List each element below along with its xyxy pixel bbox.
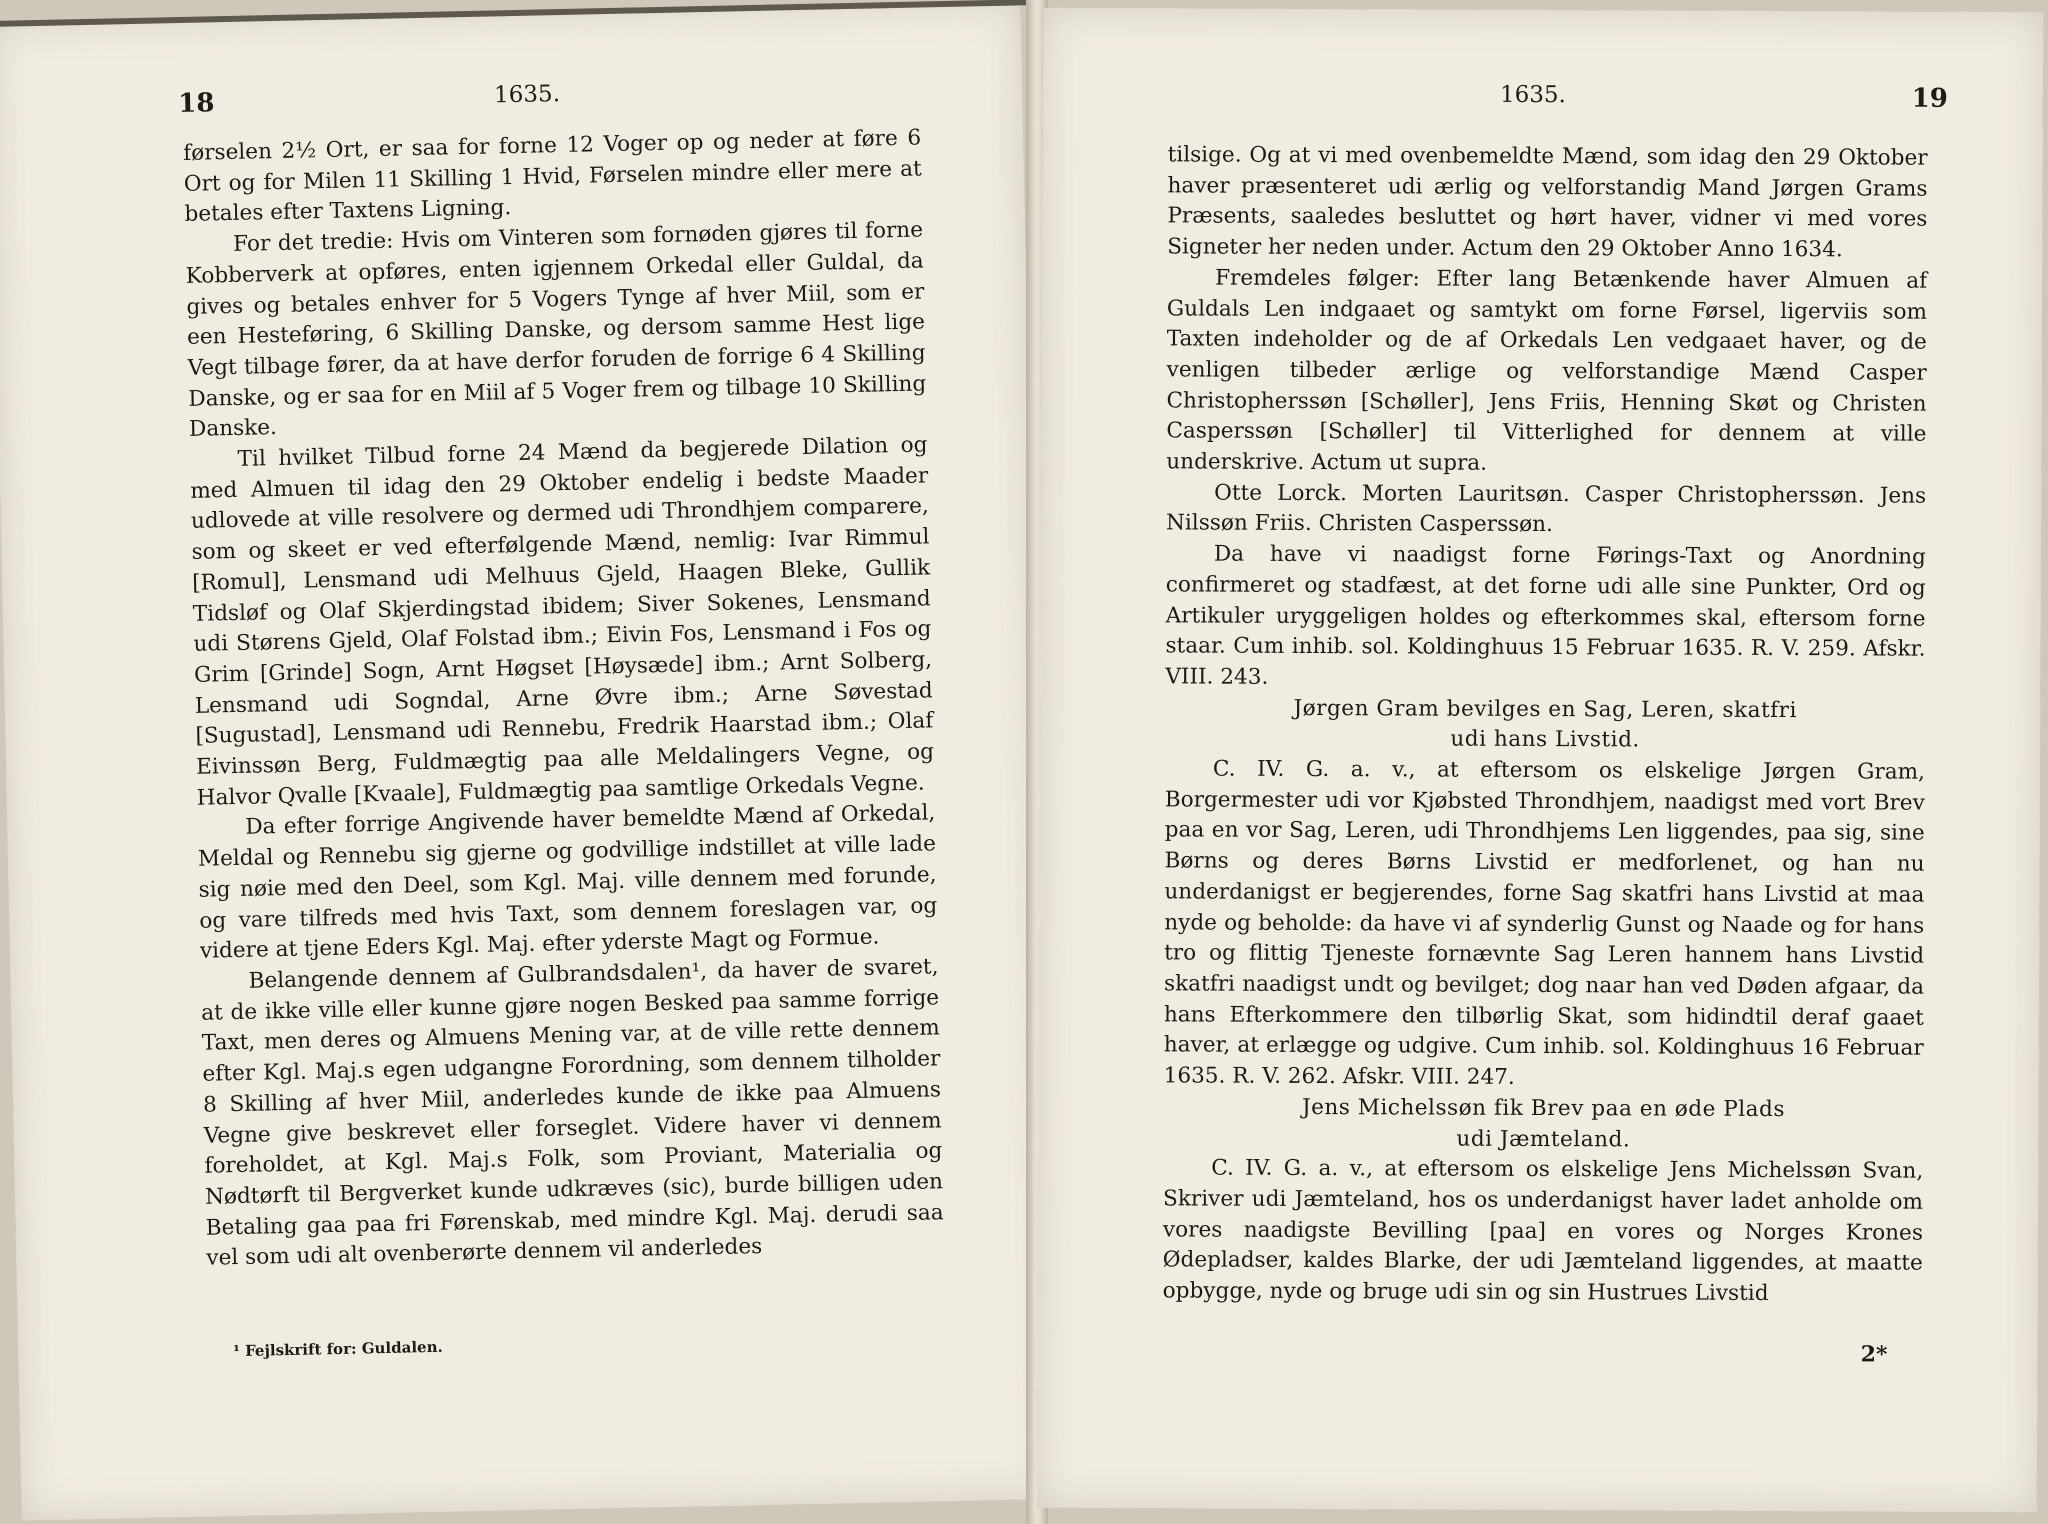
- section-heading: Jørgen Gram bevilges en Sag, Leren, skatfri: [1293, 695, 1797, 723]
- paragraph: Otte Lorck. Morten Lauritsøn. Casper Christopherssøn. Jens Nilssøn Friis. Christen Casperssøn.: [1165, 480, 1927, 538]
- paragraph: C. IV. G. a. v., at eftersom os elskelige Jens Michelssøn Svan, Skriver udi Jæmteland, hos os underdanigst haver ladet anholde om vores naadigste Bevilling [paa] en vores og Norges Krones Ødepladser, kaldes Blarke, der udi Jæmteland liggendes, at maatte opbygge, nyde og bruge udi sin og sin Hustrues Livstid: [1162, 1155, 1924, 1307]
- page-number: 18: [177, 88, 215, 120]
- right-page-header: [1043, 80, 2043, 124]
- page-number: 19: [1911, 83, 1948, 114]
- paragraph: tilsige. Og at vi med ovenbemeldte Mænd, som idag den 29 Oktober haver præsenteret udi ærlig og velforstandig Mand Jørgen Grams Præsents, saaledes besluttet og hørt haver, vidner vi med vores Signeter her neden under. Actum den 29 Oktober Anno 1634.: [1167, 142, 1928, 263]
- page-edge: [0, 0, 1026, 27]
- paragraph: For det tredie: Hvis om Vinteren som fornøden gjøres til forne Kobberverk at opføres, enten igjennem Orkedal eller Guldal, da gives og betales enhver for 5 Vogers Tynge af hver Miil, som er een Hesteføring, 6 Skilling Danske, og dersom samme Hest lige Vegt tilbage fører, da at have derfor foruden de forrige 6 4 Skilling Danske, og er saa for en Miil af 5 Voger frem og tilbage 10 Skilling Danske.: [185, 217, 927, 443]
- paragraph: Til hvilket Tilbud forne 24 Mænd da begjerede Dilation og med Almuen til idag den 29 Oktober endelig i bedste Maader udlovede at ville resolvere og dermed udi Throndhjem comparere, som og skeet er ved efterfølgende Mænd, nemlig: Ivar Rimmul [Romul], Lensmand udi Melhuus Gjeld, Haagen Bleke, Gullik Tidsløf og Olaf Skjerdingstad ibidem; Siver Sokenes, Lensmand udi Størens Gjeld, Olaf Folstad ibm.; Eivin Fos, Lensmand i Fos og Grim [Grinde] Sogn, Arnt Høgset [Høysæde] ibm.; Arnt Solberg, Lensmand udi Sogndal, Arne Øvre ibm.; Arne Søvestad [Sugustad], Lensmand udi Rennebu, Fredrik Haarstad ibm.; Olaf Eivinssøn Berg, Fuldmægtig paa alle Meldalingers Vegne, og Halvor Qvalle [Kvaale], Fuldmægtig paa samtlige Orkedals Vegne.: [190, 432, 935, 811]
- running-head: 1635.: [493, 81, 561, 109]
- right-page-body: [1163, 140, 1928, 1310]
- section-heading: Jens Michelssøn fik Brev paa en øde Plads: [1301, 1094, 1786, 1122]
- paragraph: førselen 2½ Ort, er saa for forne 12 Voger op og neder at føre 6 Ort og for Milen 11 Skilling 1 Hvid, Førselen mindre eller mere at betales efter Taxtens Ligning.: [182, 125, 922, 228]
- signature-mark: 2*: [1860, 1341, 1888, 1368]
- right-page: [1037, 8, 2044, 1512]
- running-head: 1635.: [1499, 81, 1566, 109]
- paragraph: Belangende dennem af Gulbrandsdalen¹, da haver de svaret, at de ikke ville eller kunne gjøre nogen Besked paa samme forrige Taxt, men deres og Almuens Mening var, at de ville rette dennem efter Kgl. Maj.s egen udgangne Forordning, som dennem tilholder 8 Skilling af hver Miil, anderledes kunde de ikke paa Almuens Vegne give beskrevet eller forseglet. Videre haver vi dennem foreholdet, at Kgl. Maj.s Folk, som Proviant, Materialia og Nødtørft til Bergverket kunde udkræves (sic), burde billigen uden Betaling gaa paa fri Førenskab, med mindre Kgl. Maj. derudi saa vel som udi alt ovenberørte dennem vil anderledes: [200, 954, 944, 1272]
- paragraph: Fremdeles følger: Efter lang Betænkende haver Almuen af Guldals Len indgaaet og samtykt om forne Førsel, ligerviis som Taxten indeholder og de af Orkedals Len vedgaaet haver, og de venligen tilbeder ærlige og velforstandige Mænd Casper Christopherssøn [Schøller], Jens Friis, Henning Skøt og Christen Casperssøn [Schøller] til Vitterlighed for dennem at ville underskrive. Actum ut supra.: [1166, 265, 1928, 476]
- footnote: ¹ Fejlskrift for: Guldalen.: [233, 1337, 443, 1361]
- paragraph: Da have vi naadigst forne Førings-Taxt og Anordning confirmeret og stadfæst, at det forne udi alle sine Punkter, Ord og Artikuler uryggeligen holdes og efterkommes skal, eftersom forne staar. Cum inhib. sol. Koldinghuus 15 Februar 1635. R. V. 259. Afskr. VIII. 243.: [1165, 541, 1926, 690]
- paragraph: C. IV. G. a. v., at eftersom os elskelige Jørgen Gram, Borgermester udi vor Kjøbsted Throndhjem, naadigst med vort Brev paa en vor Sag, Leren, udi Throndhjems Len liggendes, paa sig, sine Børns og deres Børns Livstid er medforlenet, og han nu underdanigst er begjerendes, forne Sag skatfri hans Livstid at maa nyde og beholde: da have vi af synderlig Gunst og Naade og for hans tro og flittig Tjeneste fornævnte Sag Leren hannem hans Livstid skatfri naadigst undt og bevilget; dog naar han ved Døden afgaar, da hans Efterkommere den tilbørlig Skat, som hidindtil deraf gaaet haver, at erlægge og udgive. Cum inhib. sol. Koldinghuus 16 Februar 1635. R. V. 262. Afskr. VIII. 247.: [1163, 756, 1926, 1090]
- section-heading: udi hans Livstid.: [1450, 726, 1640, 753]
- section-heading: udi Jæmteland.: [1456, 1126, 1631, 1152]
- left-page-body: [183, 123, 945, 1274]
- paragraph: Da efter forrige Angivende haver bemeldte Mænd af Orkedal, Meldal og Rennebu sig gjerne og godvillige indstillet at ville lade sig nøie med den Deel, som Kgl. Maj. ville dennem med forunde, og vare tilfreds med hvis Taxt, som dennem foreslagen var, og videre at tjene Eders Kgl. Maj. efter yderste Magt og Formue.: [197, 800, 938, 965]
